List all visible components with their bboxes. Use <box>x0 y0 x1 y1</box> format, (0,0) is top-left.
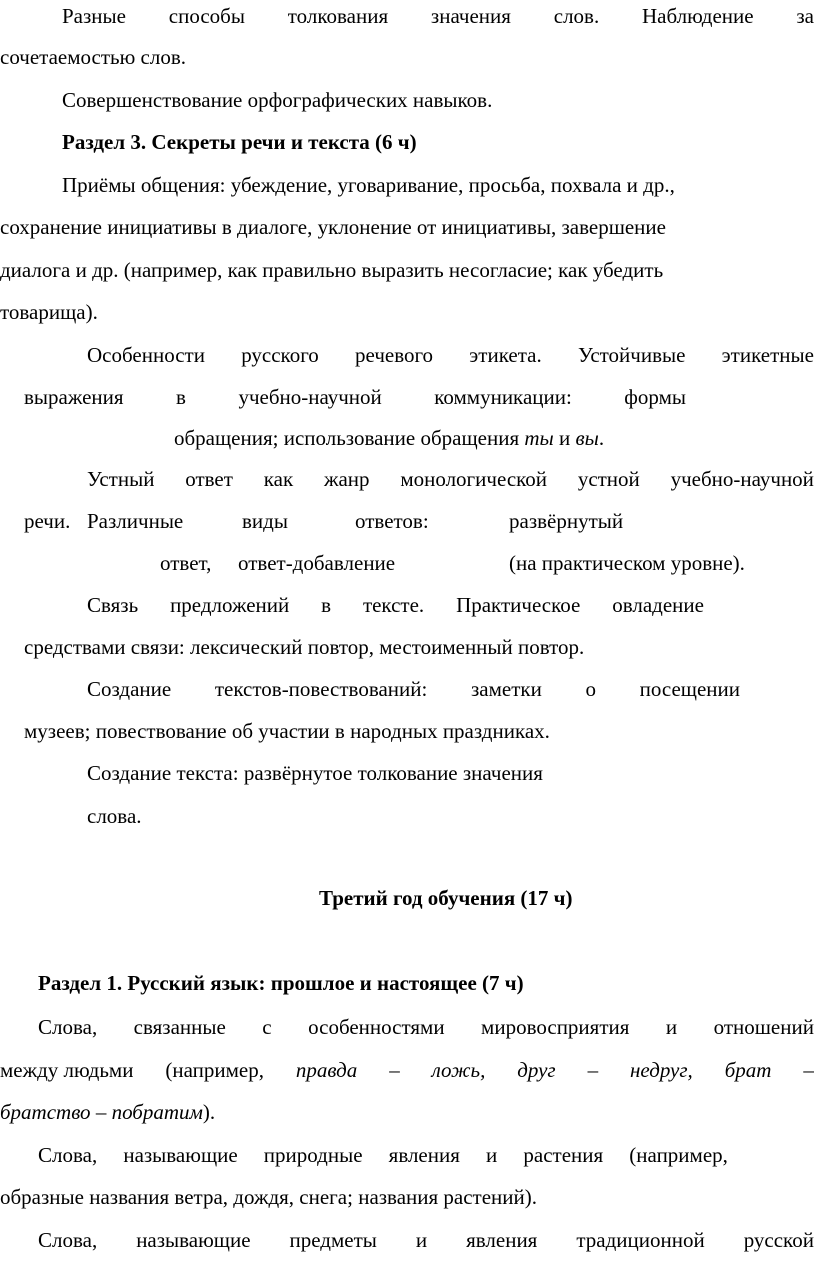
word: овладение <box>612 593 704 617</box>
word: предметы <box>289 1228 377 1252</box>
word: способы <box>168 4 245 28</box>
word: Особенности <box>87 343 205 367</box>
word: русской <box>743 1228 814 1252</box>
word: Наблюдение <box>642 4 754 28</box>
word: формы <box>624 385 686 409</box>
word: и <box>415 1228 428 1252</box>
word: учебно-научной <box>238 385 382 409</box>
word: ответов: <box>355 509 429 533</box>
word: Связь <box>87 593 139 617</box>
word: выражения <box>24 385 124 409</box>
word: устной <box>577 467 640 491</box>
word: в <box>321 593 332 617</box>
word: с <box>262 1015 272 1039</box>
section-heading: Раздел 3. Секреты речи и текста (6 ч) <box>62 130 417 154</box>
word: виды <box>242 509 288 533</box>
word: ответ-добавление <box>238 551 396 575</box>
word: монологической <box>400 467 548 491</box>
paragraph-line: музеев; повествование об участии в народных праздниках. <box>24 719 550 743</box>
word: Слова, <box>38 1143 98 1167</box>
word: предложений <box>170 593 290 617</box>
word: (например, <box>629 1143 728 1167</box>
word: в <box>176 385 186 409</box>
text-run: ). <box>202 1100 216 1124</box>
word: ответ, <box>160 551 212 575</box>
italic-word: брат <box>724 1058 772 1082</box>
word: (на практическом уровне). <box>509 551 745 575</box>
paragraph-line <box>38 1143 728 1167</box>
italic-word: правда <box>295 1058 358 1082</box>
word: и <box>486 1143 498 1167</box>
word: связанные <box>133 1015 226 1039</box>
paragraph-line: Приёмы общения: убеждение, уговаривание, просьба, похвала и др., <box>62 173 675 197</box>
word: тексте. <box>362 593 425 617</box>
text-run: и <box>553 426 576 450</box>
paragraph-line <box>38 1015 814 1039</box>
italic-word: побратим <box>111 1100 203 1124</box>
word: речевого <box>355 343 434 367</box>
paragraph-line <box>62 4 814 28</box>
paragraph-line: средствами связи: лексический повтор, местоименный повтор. <box>24 635 585 659</box>
word: между людьми <box>0 1058 134 1082</box>
paragraph-line <box>87 467 814 491</box>
word: явления <box>388 1143 460 1167</box>
word: природные <box>263 1143 363 1167</box>
chapter-title: Третий год обучения (17 ч) <box>319 886 573 910</box>
paragraph-line <box>0 1100 215 1124</box>
paragraph-line <box>0 1058 814 1082</box>
word: развёрнутый <box>509 509 624 533</box>
italic-word: ты <box>524 426 554 450</box>
paragraph-line: Создание текста: развёрнутое толкование значения <box>87 761 543 785</box>
word: называющие <box>136 1228 251 1252</box>
word: Различные <box>87 509 184 533</box>
word: Устный <box>87 467 155 491</box>
section-heading: Раздел 1. Русский язык: прошлое и настоящее (7 ч) <box>38 971 524 995</box>
paragraph-line: диалога и др. (например, как правильно выразить несогласие; как убедить <box>0 258 664 282</box>
word: жанр <box>323 467 370 491</box>
italic-word: – <box>389 1058 400 1082</box>
paragraph-line <box>38 1228 814 1252</box>
word: посещении <box>639 677 740 701</box>
word: русского <box>241 343 319 367</box>
word: о <box>585 677 596 701</box>
paragraph-line <box>87 343 814 367</box>
word: речи. <box>24 509 71 533</box>
word: Практическое <box>456 593 581 617</box>
italic-word: недруг, <box>629 1058 693 1082</box>
word: (например, <box>165 1058 264 1082</box>
word: отношений <box>713 1015 814 1039</box>
italic-word: друг <box>517 1058 556 1082</box>
word: явления <box>466 1228 538 1252</box>
word: слов. <box>553 4 600 28</box>
word: растения <box>523 1143 604 1167</box>
paragraph-line <box>174 426 604 450</box>
italic-word: вы <box>575 426 599 450</box>
paragraph-line: сохранение инициативы в диалоге, уклонение от инициативы, завершение <box>0 215 666 239</box>
paragraph-line: сочетаемостью слов. <box>0 45 187 69</box>
word: этикета. <box>469 343 542 367</box>
italic-word: ложь, <box>431 1058 486 1082</box>
paragraph-line: товарища). <box>0 300 98 324</box>
word: текстов-повествований: <box>214 677 428 701</box>
text-run: . <box>598 426 605 450</box>
word: толкования <box>287 4 389 28</box>
text-run: обращения; использование обращения <box>174 426 525 450</box>
word: ответ <box>185 467 233 491</box>
word: учебно-научной <box>670 467 814 491</box>
word: Создание <box>87 677 172 701</box>
word: этикетные <box>721 343 814 367</box>
paragraph-line: Совершенствование орфографических навыков. <box>62 88 493 112</box>
paragraph-line: слова. <box>87 804 142 828</box>
word: мировосприятия <box>481 1015 630 1039</box>
word: называющие <box>123 1143 238 1167</box>
italic-word: братство <box>0 1100 91 1124</box>
word: значения <box>430 4 511 28</box>
word: заметки <box>470 677 542 701</box>
word: Слова, <box>38 1228 98 1252</box>
word: за <box>796 4 814 28</box>
word: Устойчивые <box>577 343 686 367</box>
italic-word: – <box>587 1058 599 1082</box>
paragraph-line: образные названия ветра, дождя, снега; названия растений). <box>0 1185 537 1209</box>
italic-word: – <box>803 1058 814 1082</box>
paragraph-line <box>87 677 740 701</box>
paragraph-line <box>87 593 704 617</box>
word: Разные <box>62 4 126 28</box>
word: как <box>263 467 294 491</box>
word: коммуникации: <box>434 385 572 409</box>
italic-word: – <box>90 1100 112 1124</box>
word: и <box>665 1015 678 1039</box>
paragraph-line <box>24 385 686 409</box>
word: особенностями <box>308 1015 445 1039</box>
word: традиционной <box>576 1228 705 1252</box>
word: Слова, <box>38 1015 98 1039</box>
